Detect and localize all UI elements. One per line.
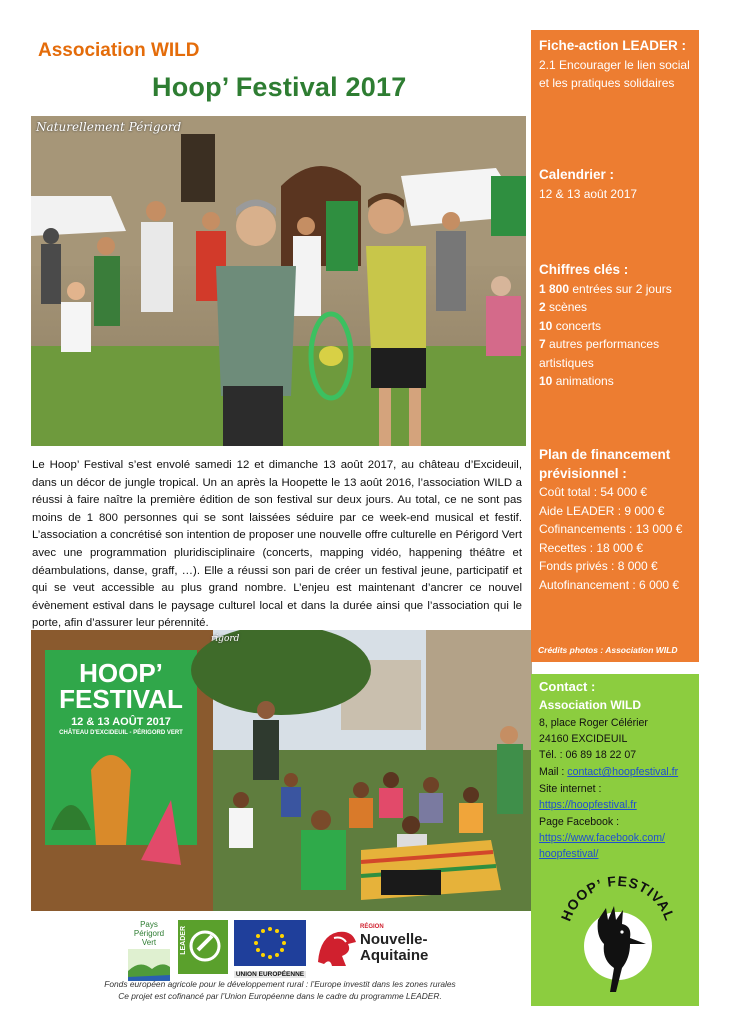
partner-logos xyxy=(124,918,444,976)
financement-item: Autofinancement : 6 000 € xyxy=(539,577,680,592)
contact-address1: 8, place Roger Célérier xyxy=(539,717,648,729)
contact-panel xyxy=(531,674,699,1006)
chiffres-item: 2 scènes xyxy=(539,300,588,314)
financement-item: Recettes : 18 000 € xyxy=(539,540,644,555)
fiche-text: 2.1 Encourager le lien social et les pratiques solidaires xyxy=(539,57,690,90)
landscape-icon xyxy=(124,947,174,983)
footer-feader: Fonds européen agricole pour le développement rural : l’Europe investit dans les zones rurales xyxy=(104,979,456,989)
poster-line1: HOOP’ xyxy=(79,658,163,688)
financement-heading: Plan de financement prévisionnel : xyxy=(539,447,671,481)
financement-item: Aide LEADER : 9 000 € xyxy=(539,503,665,518)
chiffres-item: 10 animations xyxy=(539,374,614,388)
eu-flag-icon xyxy=(234,920,306,966)
contact-name: Association WILD xyxy=(539,698,642,712)
svg-text:HOOP’ FESTIVAL: HOOP’ FESTIVAL xyxy=(557,872,679,924)
leader-logo: LEADER xyxy=(178,920,228,974)
lion-icon xyxy=(312,922,362,970)
poster-dates: 12 & 13 AOÛT 2017 xyxy=(71,716,171,728)
photo-credits: Crédits photos : Association WILD xyxy=(538,645,678,655)
financement-item: Coût total : 54 000 € xyxy=(539,485,648,499)
festival-description: Le Hoop’ Festival s’est envolé samedi 12 et dimanche 13 août 2017, au château d’Excideuil, dans un décor de jungle tropical. Un an après la Hoopette le 13 août 2016, l’association WILD a réussi à faire naître la première édition de son festival sur deux jours. Au total, ce ne sont pas moins de 1 800 personnes qui se sont laissées séduire par ce week-end musical et festif. L’association a concrétisé son intention de proposer une nouvelle offre culturelle en Périgord Vert avec une programmation pluridisciplinaire (concerts, mapping vidéo, happening théâtre et déambulations, danse, graff, …). Elle a réussi son pari de créer un festival jeune, participatif et qui se veut accessible au plus grand nombre. L’enjeu est maintenant d’ancrer ce nouvel évènement estival dans le paysage culturel local et dans la durée ainsi que l’association qui le porte, afin d’assurer leur pérennité. xyxy=(32,459,522,630)
chiffres-item: 1 800 entrées sur 2 jours xyxy=(539,281,672,296)
region-logo: RÉGION Nouvelle- Aquitaine xyxy=(312,922,442,972)
site-label: Site internet : xyxy=(539,783,602,795)
festival-title: Hoop’ Festival 2017 xyxy=(152,72,407,102)
mail-link[interactable]: contact@hoopfestival.fr xyxy=(567,766,679,778)
contact-address2: 24160 EXCIDEUIL xyxy=(539,733,628,745)
contact-heading: Contact : xyxy=(539,679,596,694)
calendrier-text: 12 & 13 août 2017 xyxy=(539,186,638,201)
info-sidebar xyxy=(531,30,699,662)
fiche-section xyxy=(539,37,697,93)
poster-line2: FESTIVAL xyxy=(59,684,183,714)
eu-logo: UNION EUROPÉENNE xyxy=(234,920,306,974)
photo-watermark-2: rigord xyxy=(211,634,240,644)
poster-text xyxy=(45,660,197,736)
chiffres-item: 7 autres performances artistiques xyxy=(539,337,660,370)
contact-mail-row: Mail : contact@hoopfestival.fr xyxy=(539,766,679,778)
poster-place: CHÂTEAU D'EXCIDEUIL - PÉRIGORD VERT xyxy=(59,730,183,736)
chiffres-item: 10 concerts xyxy=(539,318,602,333)
financement-item: Fonds privés : 8 000 € xyxy=(539,559,658,573)
facebook-link-2[interactable]: hoopfestival/ xyxy=(539,848,599,860)
site-link[interactable]: https://hoopfestival.fr xyxy=(539,799,637,811)
pays-perigord-logo: Pays Périgord Vert xyxy=(124,920,174,974)
hoop-festival-logo xyxy=(546,864,686,999)
chiffres-section xyxy=(539,261,697,391)
dance-scene-illustration xyxy=(31,116,526,446)
footer-cofinance: Ce projet est cofinancé par l’Union Européenne dans le cadre du programme LEADER. xyxy=(118,991,442,1001)
association-title: Association WILD xyxy=(38,40,200,61)
facebook-link[interactable]: https://www.facebook.com/ xyxy=(539,832,666,844)
financement-item: Cofinancements : 13 000 € xyxy=(539,522,683,536)
facebook-label: Page Facebook : xyxy=(539,816,620,828)
photo-watermark: Naturellement Périgord xyxy=(36,120,182,134)
financement-section xyxy=(539,446,697,594)
calendrier-heading: Calendrier : xyxy=(539,167,615,182)
contact-phone: Tél. : 06 89 18 22 07 xyxy=(539,749,637,761)
festival-crowd-photo xyxy=(31,630,532,911)
calendrier-section xyxy=(539,166,697,203)
festival-dance-photo xyxy=(31,116,526,446)
chiffres-heading: Chiffres clés : xyxy=(539,262,629,277)
fiche-heading: Fiche-action LEADER : xyxy=(539,38,687,53)
